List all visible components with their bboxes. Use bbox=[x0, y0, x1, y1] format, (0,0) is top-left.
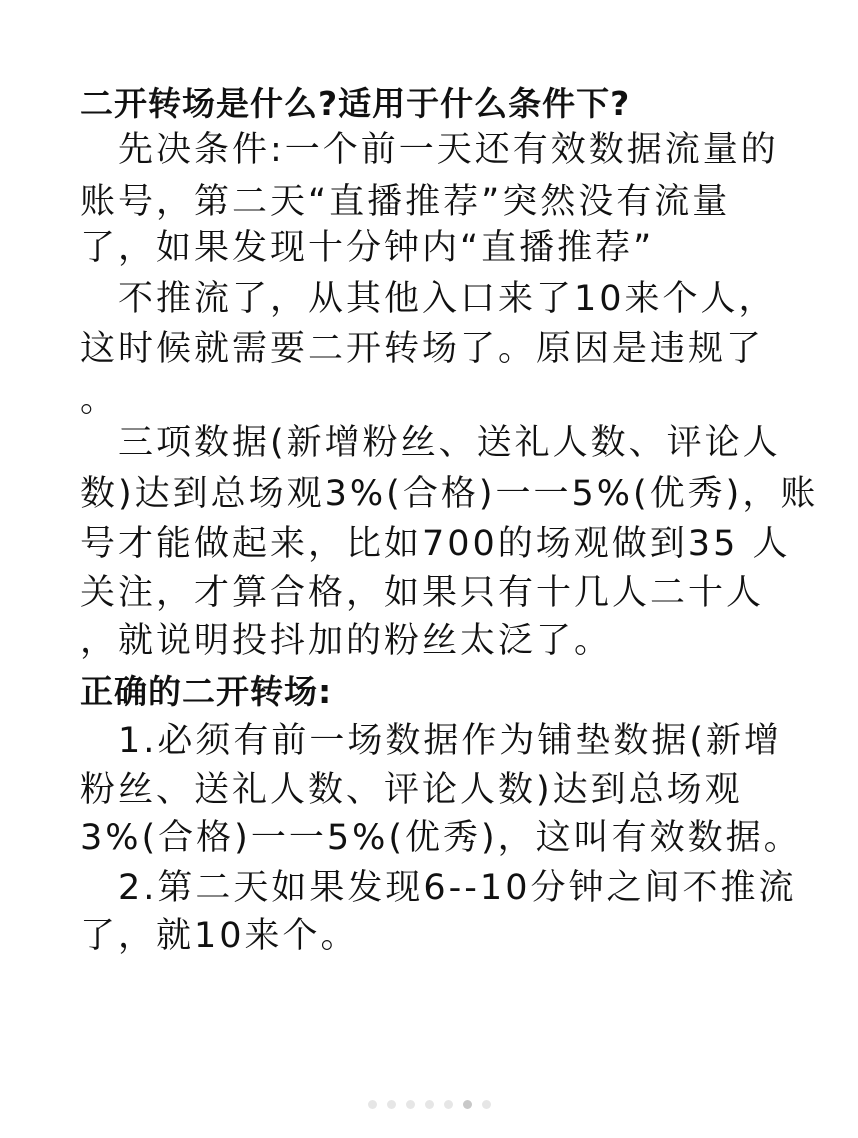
carousel-dot[interactable] bbox=[387, 1100, 396, 1109]
carousel-dot[interactable] bbox=[406, 1100, 415, 1109]
paragraph-precondition-line-1: 先决条件:一个前一天还有效数据流量的 bbox=[118, 130, 779, 170]
carousel-dot[interactable] bbox=[482, 1100, 491, 1109]
carousel-dot[interactable] bbox=[425, 1100, 434, 1109]
paragraph-metrics-line-3: 号才能做起来，比如700的场观做到35 人 bbox=[80, 524, 791, 564]
heading-what-is-reopen: 二开转场是什么?适用于什么条件下? bbox=[80, 84, 631, 123]
carousel-dot[interactable] bbox=[444, 1100, 453, 1109]
list-item-1-line-1: 1.必须有前一场数据作为铺垫数据(新增 bbox=[118, 721, 783, 761]
list-item-2-line-1: 2.第二天如果发现6--10分钟之间不推流 bbox=[118, 868, 797, 908]
paragraph-metrics-line-2: 数)达到总场观3%(合格)一一5%(优秀)，账 bbox=[80, 474, 819, 514]
paragraph-metrics-line-1: 三项数据(新增粉丝、送礼人数、评论人 bbox=[118, 423, 781, 463]
carousel-dot[interactable] bbox=[368, 1100, 377, 1109]
paragraph-reason-line-2: 这时候就需要二开转场了。原因是违规了 bbox=[80, 329, 765, 369]
paragraph-metrics-line-5: ，就说明投抖加的粉丝太泛了。 bbox=[80, 621, 613, 661]
list-item-2-line-2: 了，就10来个。 bbox=[80, 916, 359, 956]
list-item-1-line-3: 3%(合格)一一5%(优秀)，这叫有效数据。 bbox=[80, 818, 802, 858]
paragraph-reason-line-3: 。 bbox=[80, 380, 119, 420]
paragraph-metrics-line-4: 关注，才算合格，如果只有十几人二十人 bbox=[80, 573, 765, 613]
paragraph-precondition-line-3: 了，如果发现十分钟内“直播推荐” bbox=[80, 228, 655, 268]
paragraph-reason-line-1: 不推流了，从其他入口来了10来个人， bbox=[118, 279, 777, 319]
list-item-1-line-2: 粉丝、送礼人数、评论人数)达到总场观 bbox=[80, 770, 743, 810]
paragraph-precondition-line-2: 账号，第二天“直播推荐”突然没有流量 bbox=[80, 182, 731, 222]
carousel-indicator[interactable] bbox=[0, 1100, 858, 1109]
heading-correct-reopen: 正确的二开转场: bbox=[80, 672, 333, 711]
carousel-dot[interactable] bbox=[463, 1100, 472, 1109]
